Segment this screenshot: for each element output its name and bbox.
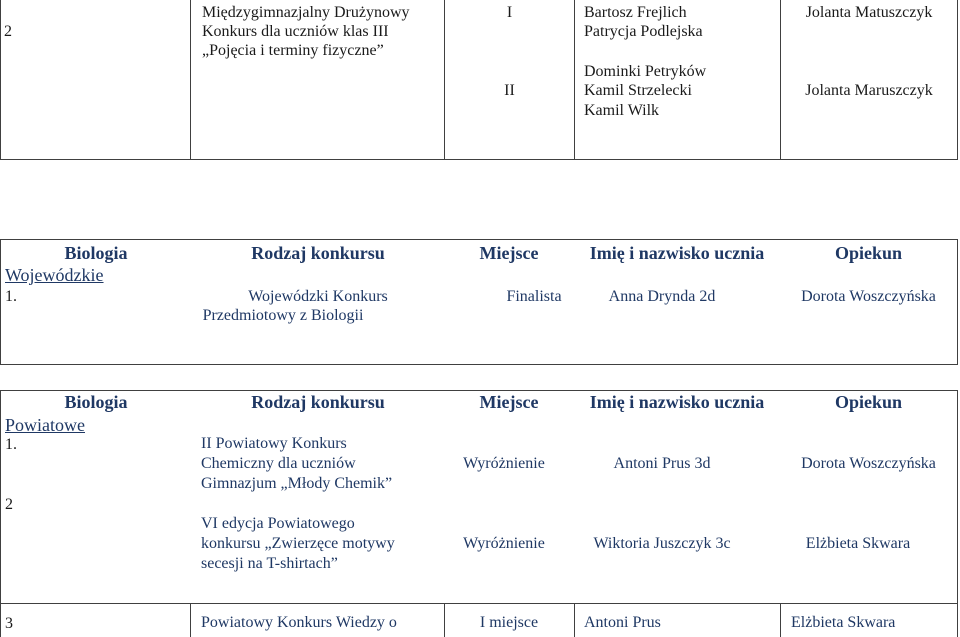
border [957, 239, 958, 365]
competition-name: Powiatowy Konkurs Wiedzy o [201, 614, 397, 631]
border [574, 0, 575, 160]
competition-name: Wojewódzki Konkurs [248, 288, 388, 305]
column-header-miejsce: Miejsce [479, 243, 539, 263]
border [574, 603, 575, 637]
place: Finalista [506, 288, 562, 305]
competition-name: II Powiatowy Konkurs [201, 435, 347, 452]
column-header-uczen: Imię i nazwisko ucznia [589, 243, 765, 263]
competition-name: VI edycja Powiatowego [201, 515, 355, 532]
place: I miejsce [479, 614, 539, 631]
row-number: 3 [5, 615, 13, 632]
column-header-miejsce: Miejsce [479, 392, 539, 412]
teacher-name: Dorota Woszczyńska [801, 455, 936, 472]
border [0, 239, 958, 240]
student-name: Kamil Strzelecki [584, 82, 692, 99]
student-name: Wiktoria Juszczyk 3c [593, 535, 731, 552]
border [780, 603, 781, 637]
competition-name: Chemiczny dla uczniów [201, 455, 356, 472]
column-header-rodzaj: Rodzaj konkursu [251, 392, 385, 412]
competition-name: Przedmiotowy z Biologii [202, 307, 364, 324]
student-name: Antoni Prus [584, 614, 661, 631]
student-name: Patrycja Podlejska [584, 23, 703, 40]
place: II [504, 82, 515, 99]
teacher-name: Dorota Woszczyńska [801, 288, 936, 305]
border [780, 0, 781, 160]
place: Wyróżnienie [463, 535, 545, 552]
border [190, 603, 191, 637]
teacher-name: Elżbieta Skwara [805, 535, 911, 552]
border [0, 390, 1, 637]
competition-name: Konkurs dla uczniów klas III [202, 23, 389, 40]
row-number: 2 [5, 496, 13, 513]
teacher-name: Elżbieta Skwara [791, 614, 896, 631]
competition-name: „Pojęcia i terminy fizyczne” [202, 42, 384, 59]
column-header-biologia: Biologia [64, 243, 128, 263]
competition-name: secesji na T-shirtach” [201, 555, 338, 572]
teacher-name: Jolanta Maruszczyk [805, 82, 933, 99]
border [0, 603, 958, 604]
student-name: Antoni Prus 3d [613, 455, 711, 472]
border [0, 364, 958, 365]
border [0, 0, 1, 160]
column-header-opiekun: Opiekun [834, 243, 903, 263]
student-name: Bartosz Frejlich [584, 4, 687, 21]
row-number: 2 [4, 23, 12, 40]
student-name: Anna Drynda 2d [608, 288, 716, 305]
column-header-uczen: Imię i nazwisko ucznia [589, 392, 765, 412]
row-number: 1. [5, 288, 17, 305]
border [0, 159, 958, 160]
category-label: Wojewódzkie [5, 265, 104, 285]
column-header-biologia: Biologia [64, 392, 128, 412]
border [190, 0, 191, 160]
competition-name: Międzygimnazjalny Drużynowy [202, 4, 410, 21]
place: Wyróżnienie [463, 455, 545, 472]
place: I [506, 4, 513, 21]
border [444, 0, 445, 160]
competition-name: konkursu „Zwierzęce motywy [201, 535, 395, 552]
column-header-opiekun: Opiekun [834, 392, 903, 412]
row-number: 1. [5, 436, 17, 453]
student-name: Kamil Wilk [584, 102, 660, 119]
column-header-rodzaj: Rodzaj konkursu [251, 243, 385, 263]
teacher-name: Jolanta Matuszczyk [805, 4, 933, 21]
competition-name: Gimnazjum „Młody Chemik” [201, 475, 393, 492]
student-name: Dominki Petryków [584, 63, 707, 80]
border [957, 390, 958, 637]
border [957, 0, 958, 160]
category-label: Powiatowe [5, 415, 85, 435]
